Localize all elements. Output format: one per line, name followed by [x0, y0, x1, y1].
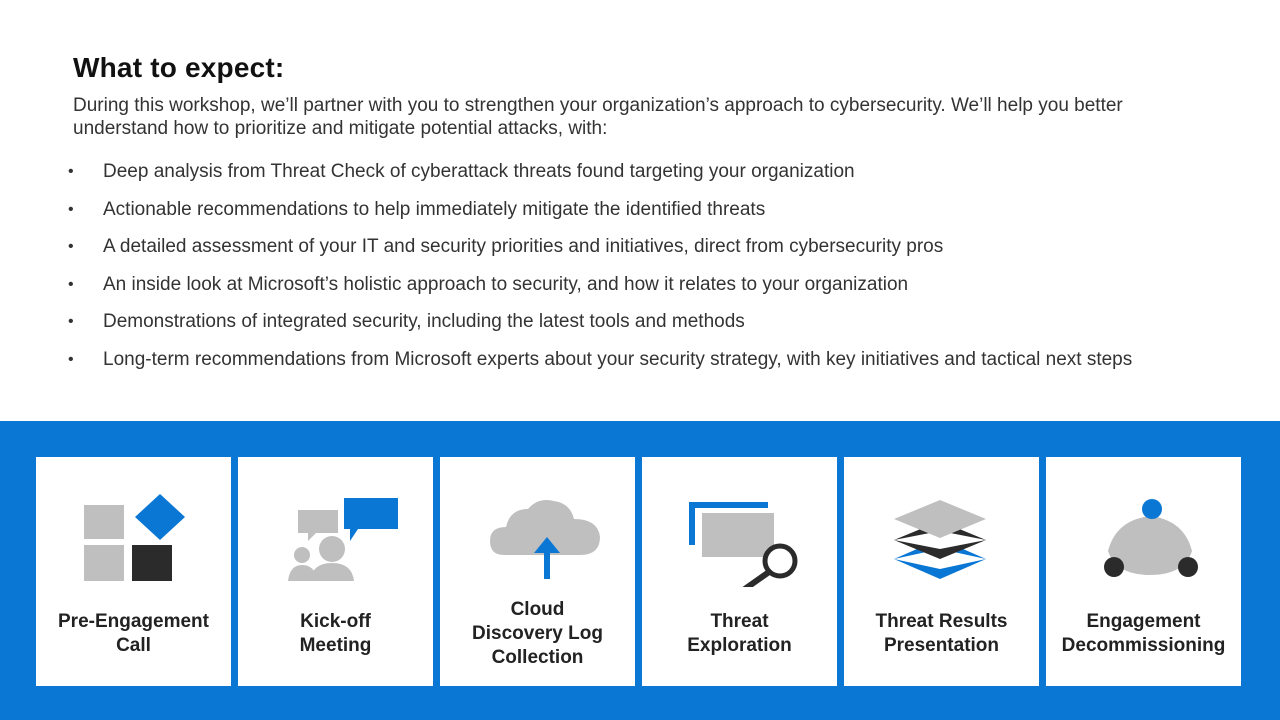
list-item-text: Long-term recommendations from Microsoft experts about your security strategy, with key initiatives and tactical next steps	[103, 348, 1133, 370]
step-label: Cloud Discovery Log Collection	[472, 599, 603, 668]
window-magnifier-icon	[642, 457, 837, 587]
step-card-decommissioning	[1046, 457, 1241, 686]
list-item-text: Actionable recommendations to help immediately mitigate the identified threats	[103, 198, 766, 220]
step-card-cloud-discovery	[440, 457, 635, 686]
bullet-marker: •	[68, 313, 74, 330]
bullet-marker: •	[68, 350, 74, 368]
step-card-threat-results	[844, 457, 1039, 686]
list-item-text: Demonstrations of integrated security, including the latest tools and methods	[103, 311, 745, 332]
expectation-list	[60, 160, 1170, 385]
bullet-marker: •	[68, 238, 74, 255]
list-item	[60, 310, 1170, 334]
bullet-marker: •	[68, 163, 74, 180]
step-label: Engagement Decommissioning	[1061, 611, 1226, 656]
list-item	[60, 160, 1170, 184]
people-chat-icon	[238, 457, 433, 587]
step-label: Pre-Engagement Call	[58, 611, 209, 656]
stacked-layers-icon	[844, 457, 1039, 587]
list-item	[60, 235, 1170, 259]
engagement-steps	[36, 457, 1240, 686]
step-label: Kick-off Meeting	[299, 611, 372, 656]
list-item-text: Deep analysis from Threat Check of cyberattack threats found targeting your organization	[103, 161, 855, 182]
blocks-diamond-icon	[36, 457, 231, 587]
bullet-marker: •	[68, 275, 74, 293]
circle-nodes-icon	[1046, 457, 1241, 587]
list-item-text: An inside look at Microsoft’s holistic approach to security, and how it relates to your organization	[103, 273, 909, 295]
step-card-kick-off	[238, 457, 433, 686]
list-item	[60, 348, 1143, 372]
step-label: Threat Results Presentation	[875, 611, 1008, 656]
step-card-pre-engagement	[36, 457, 231, 686]
list-item-text: A detailed assessment of your IT and security priorities and initiatives, direct from cybersecurity pros	[103, 236, 944, 257]
bullet-marker: •	[68, 200, 74, 218]
list-item	[60, 198, 1170, 222]
page-title: What to expect:	[73, 52, 285, 83]
step-card-threat-exploration	[642, 457, 837, 686]
intro-paragraph: During this workshop, we’ll partner with you to strengthen your organization’s approach to cybersecurity. We’ll help you better understand how to prioritize and mitigate potential attacks, with:	[73, 95, 1123, 139]
step-label: Threat Exploration	[687, 611, 792, 656]
list-item	[60, 273, 1170, 297]
cloud-upload-icon	[440, 457, 635, 587]
